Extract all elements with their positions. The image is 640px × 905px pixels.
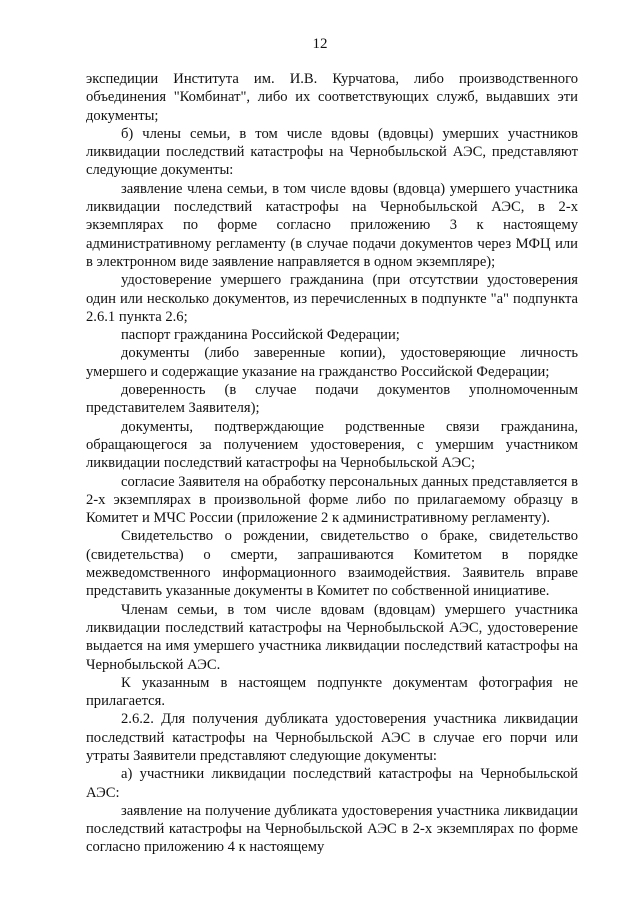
body-paragraph: паспорт гражданина Российской Федерации; <box>121 327 400 344</box>
body-paragraph: согласие Заявителя на обработку персональных данных представляется в 2-х экземплярах в произвольной форме либо по прилагаемому образцу в Комитет и МЧС России (приложение 2 к административному регламенту). <box>86 473 578 527</box>
body-paragraph: К указанным в настоящем подпункте документам фотография не прилагается. <box>86 674 578 710</box>
body-paragraph: Свидетельство о рождении, свидетельство о браке, свидетельство (свидетельства) о смерти, запрашиваются Комитетом в порядке межведомственного информационного взаимодействия. Заявитель вправе представить указанные документы в Комитет по собственной инициативе. <box>86 528 578 600</box>
body-paragraph: заявление члена семьи, в том числе вдовы (вдовца) умершего участника ликвидации последствий катастрофы на Чернобыльской АЭС, в 2-х экземплярах по форме согласно приложению 3 к настоящему административному регламенту (в случае подачи документов через МФЦ или в электронном виде заявление направляется в одном экземпляре); <box>86 180 578 270</box>
body-paragraph: Членам семьи, в том числе вдовам (вдовцам) умершего участника ликвидации последствий катастрофы на Чернобыльской АЭС, удостоверение выдается на имя умершего участника ликвидации последствий катастрофы на Чернобыльской АЭС. <box>86 601 578 673</box>
document-body <box>86 70 578 857</box>
body-paragraph: 2.6.2. Для получения дубликата удостоверения участника ликвидации последствий катастрофы на Чернобыльской АЭС в случае его порчи или утраты Заявители представляют следующие документы: <box>86 711 578 764</box>
page-number: 12 <box>312 36 328 52</box>
body-paragraph: а) участники ликвидации последствий катастрофы на Чернобыльской АЭС: <box>86 766 578 801</box>
body-paragraph: документы, подтверждающие родственные связи гражданина, обращающегося за получением удостоверения, с умершим участником ликвидации последствий катастрофы на Чернобыльской АЭС; <box>86 418 578 472</box>
body-paragraph: экспедиции Института им. И.В. Курчатова, либо производственного объединения "Комбинат", либо их соответствующих служб, выдавших эти документы; <box>86 71 578 124</box>
body-paragraph: доверенность (в случае подачи документов уполномоченным представителем Заявителя); <box>86 382 578 417</box>
body-paragraph: документы (либо заверенные копии), удостоверяющие личность умершего и содержащие указание на гражданство Российской Федерации; <box>86 345 578 380</box>
body-paragraph: заявление на получение дубликата удостоверения участника ликвидации последствий катастрофы на Чернобыльской АЭС в 2-х экземплярах по форме согласно приложению 4 к настоящему <box>86 802 578 856</box>
body-paragraph: б) члены семьи, в том числе вдовы (вдовцы) умерших участников ликвидации последствий катастрофы на Чернобыльской АЭС, представляют следующие документы: <box>86 125 578 179</box>
body-paragraph: удостоверение умершего гражданина (при отсутствии удостоверения один или несколько документов, из перечисленных в подпункте "а" подпункта 2.6.1 пункта 2.6; <box>86 272 578 325</box>
